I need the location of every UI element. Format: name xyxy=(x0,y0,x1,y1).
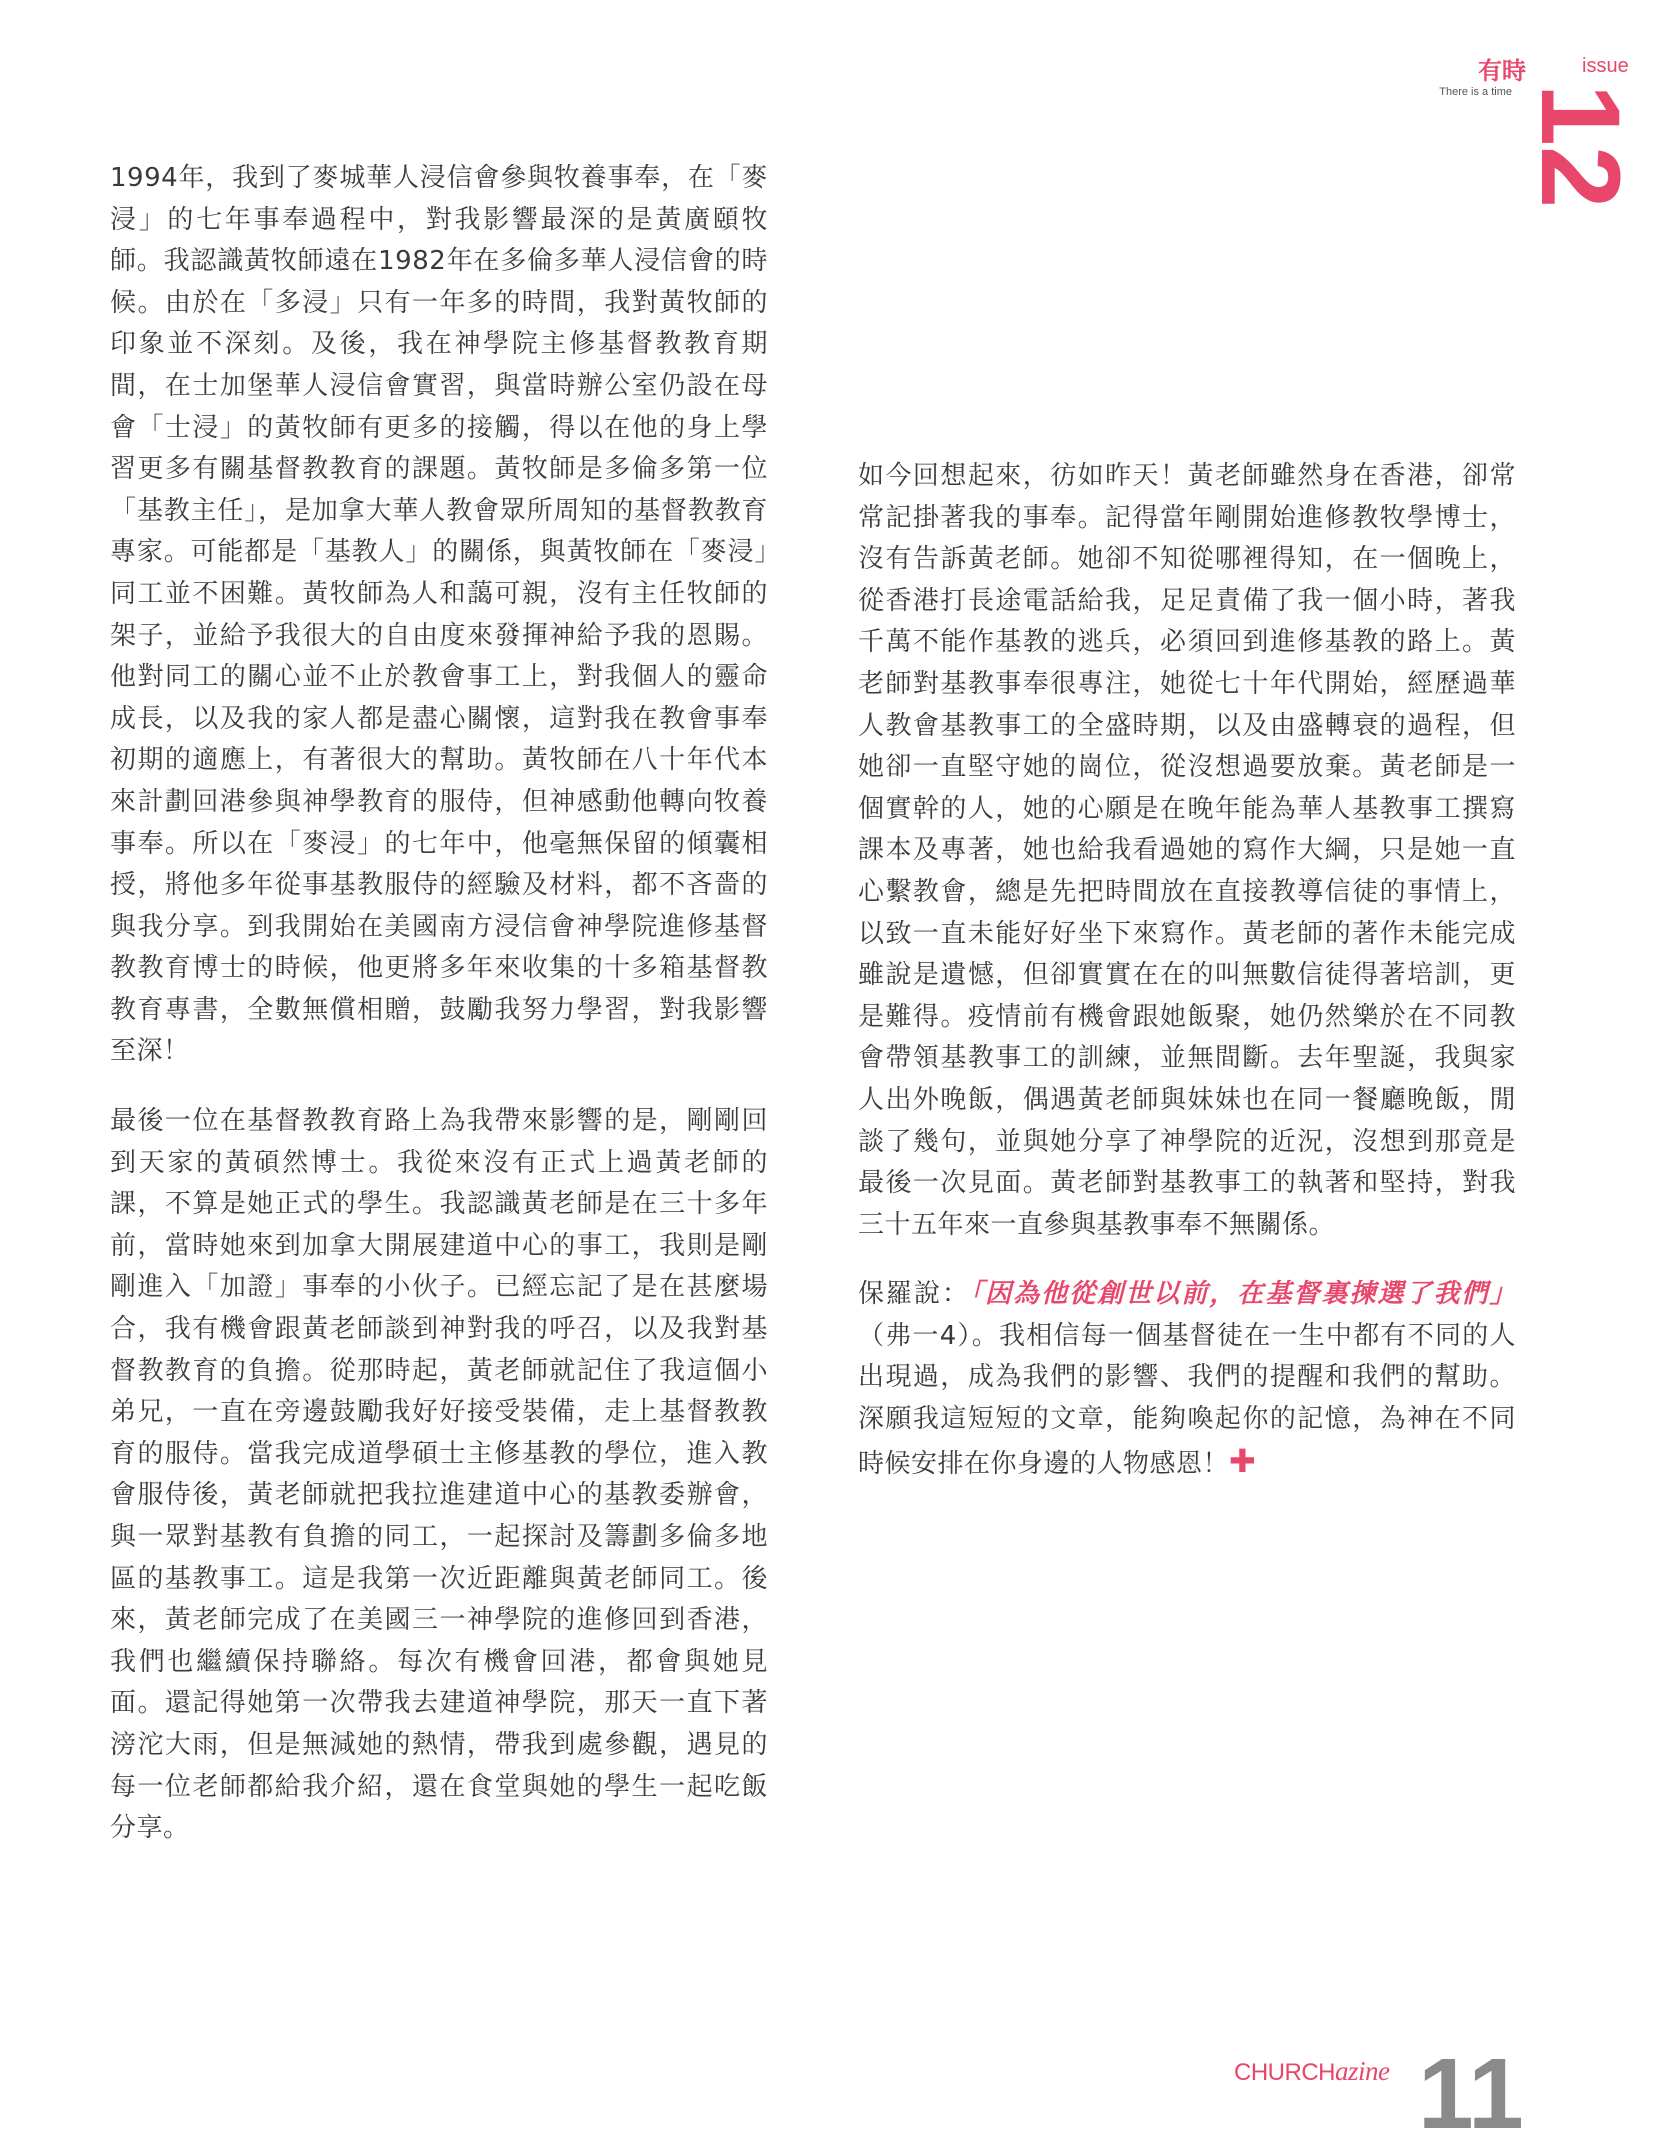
paragraph-3: 如今回想起來，彷如昨天！黃老師雖然身在香港，卻常常記掛著我的事奉。記得當年剛開始進修教牧學博士，沒有告訴黃老師。她卻不知從哪裡得知，在一個晚上，從香港打長途電話給我，足足責備了我一個小時，著我千萬不能作基教的逃兵，必須回到進修基教的路上。黃老師對基教事奉很專注，她從七十年代開始，經歷過華人教會基教事工的全盛時期，以及由盛轉衰的過程，但她卻一直堅守她的崗位，從沒想過要放棄。黃老師是一個實幹的人，她的心願是在晚年能為華人基教事工撰寫課本及專著，她也給我看過她的寫作大綱，只是她一直心繫教會，總是先把時間放在直接教導信徒的事情上，以致一直未能好好坐下來寫作。黃老師的著作未能完成雖說是遺憾，但卻實實在在的叫無數信徒得著培訓，更是難得。疫情前有機會跟她飯聚，她仍然樂於在不同教會帶領基教事工的訓練，並無間斷。去年聖誕，我與家人出外晚飯，偶遇黃老師與妹妹也在同一餐廳晚飯，閒談了幾句，並與她分享了神學院的近況，沒想到那竟是最後一次見面。黃老師對基教事工的執著和堅持，對我三十五年來一直參與基教事奉不無關係。 xyxy=(858,461,1516,1240)
quote-intro: 保羅說： xyxy=(858,1279,971,1310)
issue-label: issue xyxy=(1582,55,1629,77)
paragraph-4 xyxy=(858,1274,1516,1485)
footer-brand-suffix: azine xyxy=(1335,2056,1390,2086)
paragraph-1: 1994年，我到了麥城華人浸信會參與牧養事奉，在「麥浸」的七年事奉過程中，對我影響最深的是黃廣頤牧師。我認識黃牧師遠在1982年在多倫多華人浸信會的時候。由於在「多浸」只有一年多的時間，我對黃牧師的印象並不深刻。及後，我在神學院主修基督教教育期間，在士加堡華人浸信會實習，與當時辦公室仍設在母會「士浸」的黃牧師有更多的接觸，得以在他的身上學習更多有關基督教教育的課題。黃牧師是多倫多第一位「基教主任」，是加拿大華人教會眾所周知的基督教教育專家。可能都是「基教人」的關係，與黃牧師在「麥浸」同工並不困難。黃牧師為人和藹可親，沒有主任牧師的架子，並給予我很大的自由度來發揮神給予我的恩賜。他對同工的關心並不止於教會事工上，對我個人的靈命成長，以及我的家人都是盡心關懷，這對我在教會事奉初期的適應上，有著很大的幫助。黃牧師在八十年代本來計劃回港參與神學教育的服侍，但神感動他轉向牧養事奉。所以在「麥浸」的七年中，他毫無保留的傾囊相授，將他多年從事基教服侍的經驗及材料，都不吝嗇的與我分享。到我開始在美國南方浸信會神學院進修基督教教育博士的時候，他更將多年來收集的十多箱基督教教育專書，全數無償相贈，鼓勵我努力學習，對我影響至深！ xyxy=(110,163,768,1067)
scripture-quote: 「因為他從創世以前，在基督裏揀選了我們」 xyxy=(970,1279,1516,1310)
cross-icon: ✚ xyxy=(1229,1441,1257,1480)
issue-number: 12 xyxy=(1518,83,1643,209)
footer-brand-logo xyxy=(1234,2056,1390,2087)
right-column xyxy=(858,456,1516,1513)
magazine-title-cn: 有時 xyxy=(1478,57,1526,85)
paragraph-2: 最後一位在基督教教育路上為我帶來影響的是，剛剛回到天家的黃碩然博士。我從來沒有正式上過黃老師的課，不算是她正式的學生。我認識黃老師是在三十多年前，當時她來到加拿大開展建道中心的事工，我則是剛剛進入「加證」事奉的小伙子。已經忘記了是在甚麼場合，我有機會跟黃老師談到神對我的呼召，以及我對基督教教育的負擔。從那時起，黃老師就記住了我這個小弟兄，一直在旁邊鼓勵我好好接受裝備，走上基督教教育的服侍。當我完成道學碩士主修基教的學位，進入教會服侍後，黃老師就把我拉進建道中心的基教委辦會，與一眾對基教有負擔的同工，一起探討及籌劃多倫多地區的基教事工。這是我第一次近距離與黃老師同工。後來，黃老師完成了在美國三一神學院的進修回到香港，我們也繼續保持聯絡。每次有機會回港，都會與她見面。還記得她第一次帶我去建道神學院，那天一直下著滂沱大雨，但是無減她的熱情，帶我到處參觀，遇見的每一位老師都給我介紹，還在食堂與她的學生一起吃飯分享。 xyxy=(110,1106,768,1844)
footer-brand-prefix: CHURCH xyxy=(1234,2059,1335,2086)
left-column xyxy=(110,158,768,1878)
page-number: 11 xyxy=(1418,2038,1524,2150)
closing-text: （弗一4）。我相信每一個基督徒在一生中都有不同的人出現過，成為我們的影響、我們的提醒和我們的幫助。深願我這短短的文章，能夠喚起你的記憶，為神在不同時候安排在你身邊的人物感恩！ xyxy=(858,1320,1516,1479)
magazine-tagline: There is a time xyxy=(1439,86,1512,98)
